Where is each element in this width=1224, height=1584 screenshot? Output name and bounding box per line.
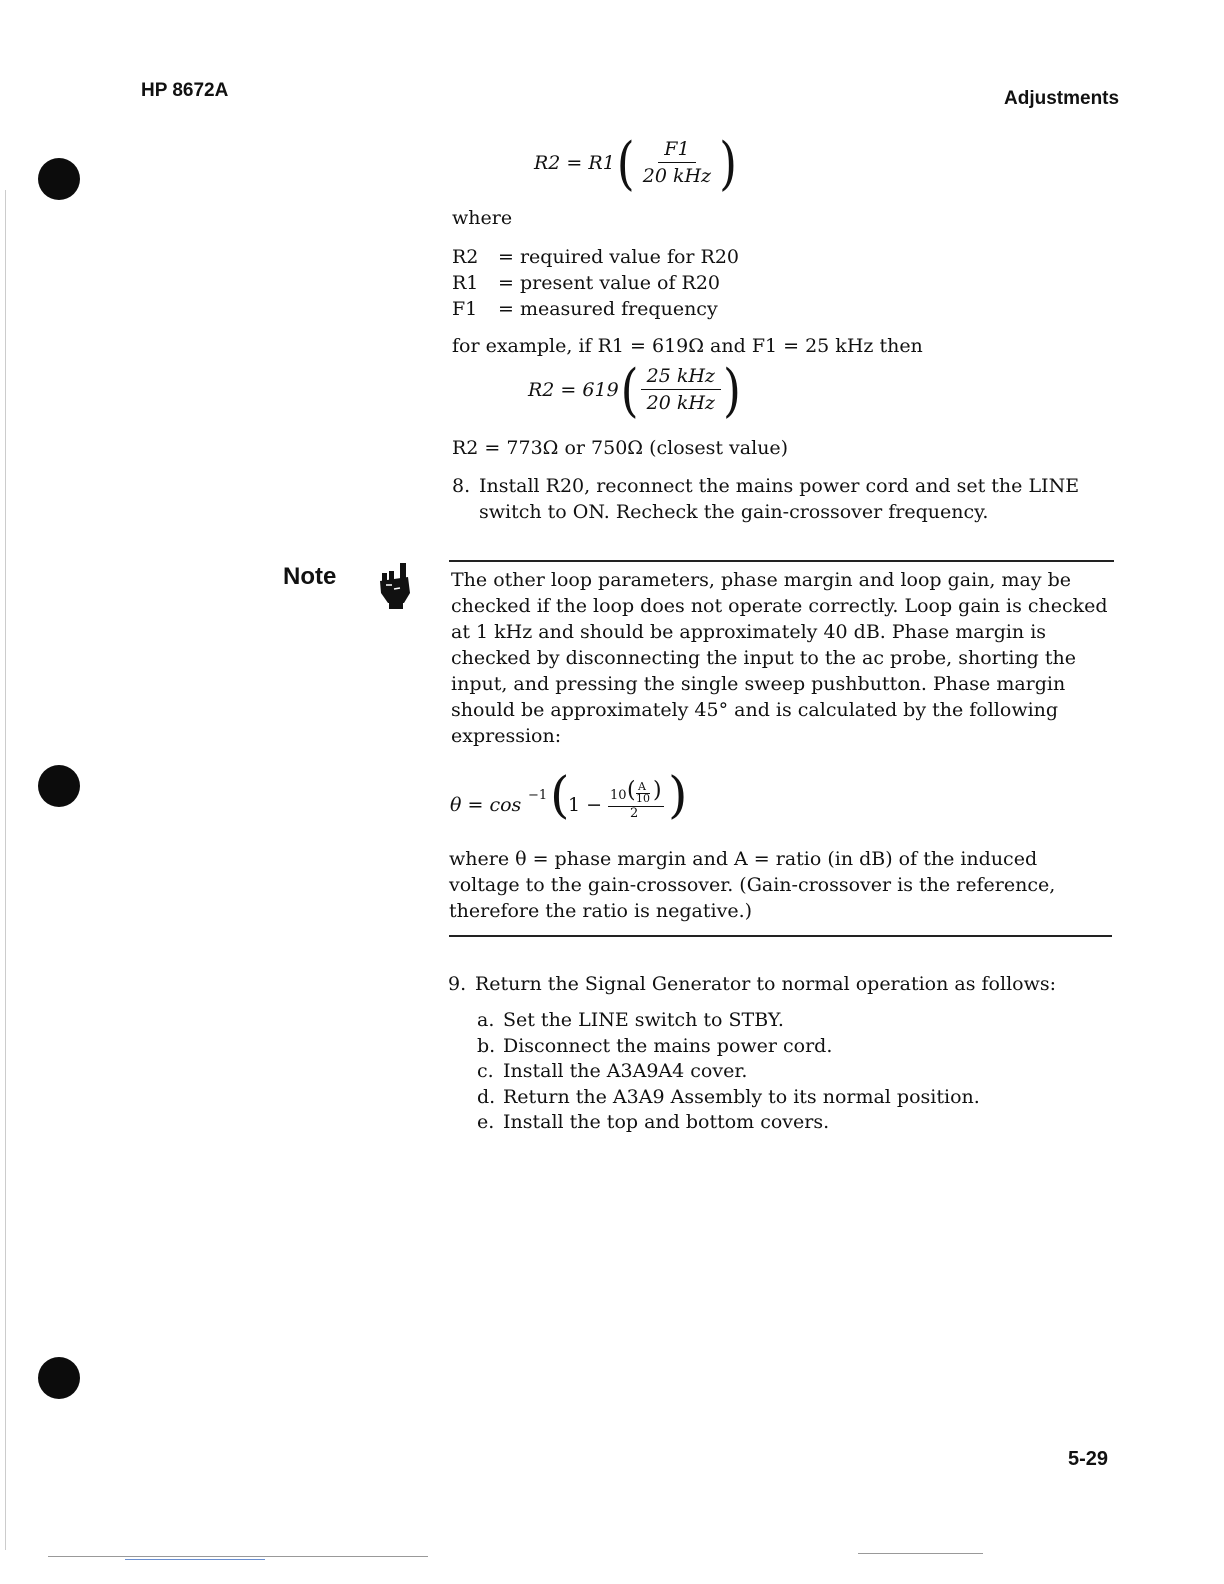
where-label: where <box>452 207 513 229</box>
substep-text: Install the top and bottom covers. <box>503 1111 830 1133</box>
left-paren: ( <box>550 766 570 824</box>
substep-letter: b. <box>477 1034 496 1057</box>
definition-row <box>452 270 739 296</box>
result-text: R2 = 773Ω or 750Ω (closest value) <box>452 437 789 459</box>
definition-symbol: F1 <box>452 298 478 320</box>
definition-symbol: R1 <box>452 272 479 294</box>
substep-text: Disconnect the mains power cord. <box>503 1034 833 1057</box>
substep-letter: d. <box>477 1085 496 1108</box>
substep-letter: e. <box>477 1111 495 1133</box>
theta-lhs: θ = cos <box>450 794 522 816</box>
scan-line <box>125 1559 265 1560</box>
fraction-denominator: 20 kHz <box>642 165 712 187</box>
right-paren: ) <box>719 128 738 197</box>
step-8 <box>452 473 1092 525</box>
note-top-rule <box>449 560 1114 562</box>
substep-text: Install the A3A9A4 cover. <box>503 1060 748 1082</box>
denominator-two: 2 <box>630 806 639 821</box>
scan-line <box>48 1556 428 1557</box>
substep <box>477 1034 980 1060</box>
exponent-a: A <box>638 780 646 793</box>
page-number: 5-29 <box>1068 1448 1109 1470</box>
definition-text: = present value of R20 <box>498 272 721 294</box>
formula-lhs: R2 = R1 <box>534 151 615 174</box>
step-number: 9. <box>448 973 467 995</box>
note-bottom-rule <box>449 935 1112 937</box>
formula-r2-example <box>528 355 743 424</box>
definition-row <box>452 296 739 322</box>
formula-r2-general <box>534 128 739 197</box>
definition-row <box>452 244 739 270</box>
substep <box>477 1008 980 1034</box>
small-left-paren: ( <box>627 778 636 803</box>
definition-text: = measured frequency <box>498 298 718 320</box>
fraction <box>637 138 717 187</box>
substep-text: Return the A3A9 Assembly to its normal position. <box>503 1085 980 1108</box>
note-text: The other loop parameters, phase margin and loop gain, may be checked if the loop does not operate correctly. Loop gain is checked at 1 kHz and should be approximately 40 dB. Phase margin is checked by disconnecting the input to the ac probe, shorting the input, and pressing the single sweep pushbutton. Phase margin should be approximately 45° and is calculated by the following expression: <box>451 569 1108 747</box>
right-paren: ) <box>722 355 741 424</box>
binder-hole-bottom <box>38 1357 80 1399</box>
binder-hole-top <box>38 158 80 200</box>
manual-model: HP 8672A <box>141 80 229 101</box>
formula-theta <box>450 766 710 834</box>
substep-text: Set the LINE switch to STBY. <box>503 1009 784 1031</box>
note-after-text: where θ = phase margin and A = ratio (in dB) of the induced voltage to the gain-crossover. (Gain-crossover is the reference, therefore the ratio is negative.) <box>449 848 1056 922</box>
fraction-numerator: 25 kHz <box>641 365 721 390</box>
binder-hole-middle <box>38 765 80 807</box>
step-9-substeps <box>477 1008 980 1136</box>
substep-letter: c. <box>477 1060 494 1082</box>
substep <box>477 1059 980 1085</box>
inverse-exponent: −1 <box>528 788 548 803</box>
substep <box>477 1085 980 1111</box>
scan-edge <box>5 190 6 1550</box>
step-text: Return the Signal Generator to normal operation as follows: <box>475 973 1056 995</box>
definition-symbol: R2 <box>452 246 479 268</box>
right-paren: ) <box>668 766 688 824</box>
one-minus: 1 − <box>568 794 603 816</box>
fraction-numerator: F1 <box>658 138 695 163</box>
small-right-paren: ) <box>653 778 662 803</box>
pointing-hand-icon <box>378 563 412 613</box>
step-text: Install R20, reconnect the mains power cord and set the LINE switch to ON. Recheck the gain-crossover frequency. <box>479 475 1080 523</box>
example-text: for example, if R1 = 619Ω and F1 = 25 kHz then <box>452 335 923 357</box>
fraction <box>641 365 721 414</box>
definition-text: = required value for R20 <box>498 246 740 268</box>
note-label: Note <box>283 563 337 590</box>
scan-line <box>858 1553 983 1554</box>
ten-base: 10 <box>610 788 627 803</box>
left-paren: ( <box>620 355 639 424</box>
fraction-denominator: 20 kHz <box>646 392 715 414</box>
left-paren: ( <box>616 128 635 197</box>
definitions-list <box>452 244 739 322</box>
step-9 <box>448 971 1088 997</box>
substep <box>477 1110 980 1136</box>
formula-lhs: R2 = 619 <box>528 378 619 401</box>
step-number: 8. <box>452 475 471 497</box>
section-title: Adjustments <box>1004 88 1120 109</box>
exponent-ten: 10 <box>636 792 650 805</box>
substep-letter: a. <box>477 1009 495 1031</box>
